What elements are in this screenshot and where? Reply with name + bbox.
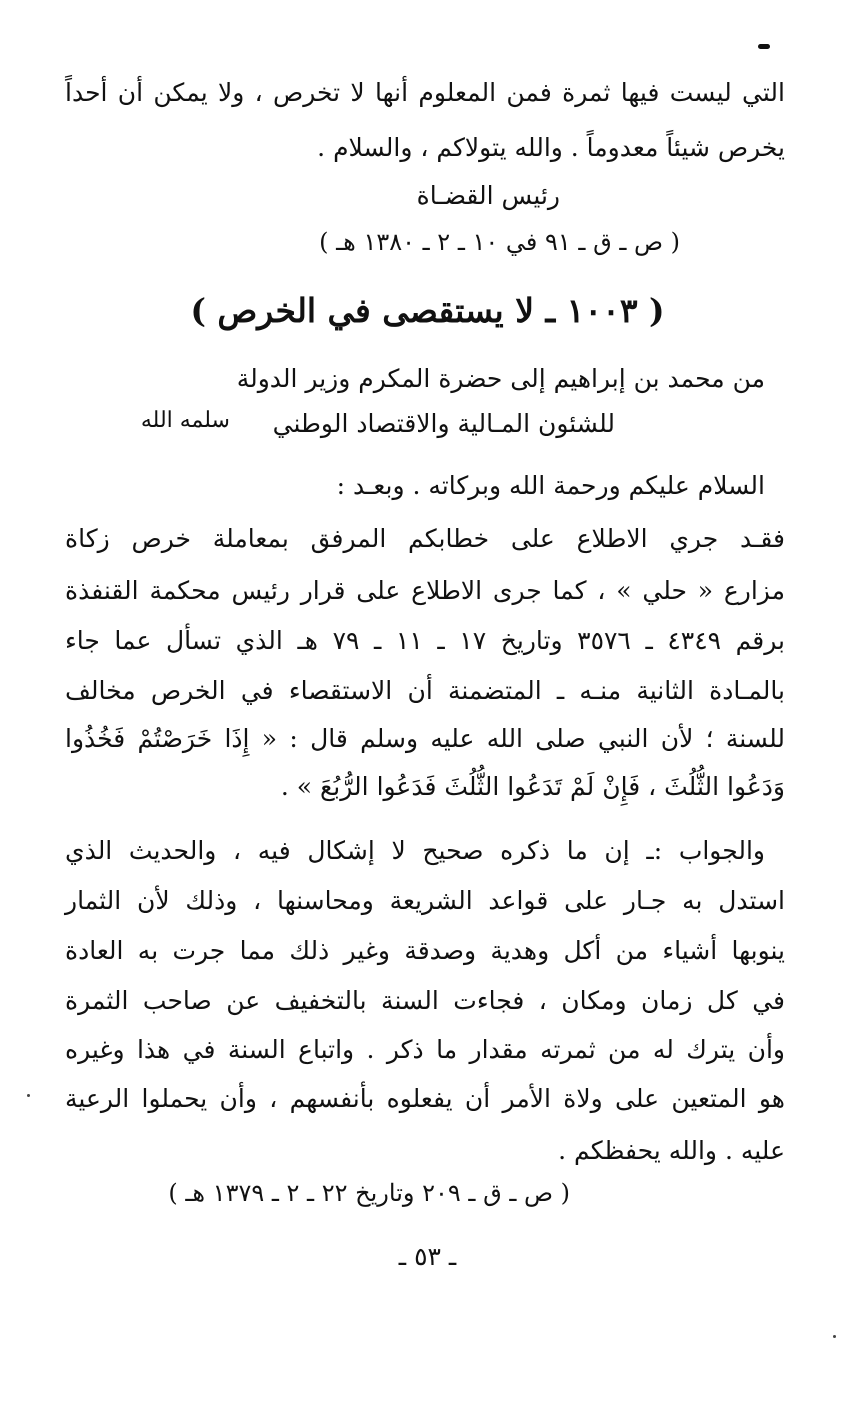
paragraph-1-line-6: وَدَعُوا الثُّلُثَ ، فَإِنْ لَمْ تَدَعُوا الثُّلُثَ فَدَعُوا الرُّبُعَ » . — [280, 772, 785, 801]
paragraph-2-line-2: استدل به جـار على قواعد الشريعة ومحاسنها ، وذلك لأن الثمار — [65, 886, 785, 915]
scan-speck — [833, 1335, 836, 1338]
section-heading: ( ١٠٠٣ ـ لا يستقصى في الخرص ) — [190, 291, 665, 330]
salutation-blessing: سلمه الله — [140, 408, 230, 433]
paragraph-1-line-2: مزارع « حلي » ، كما جرى الاطلاع على قرار رئيس محكمة القنفذة — [65, 576, 785, 605]
paragraph-2-line-6: هو المتعين على ولاة الأمر أن يفعلوه بأنفسهم ، وأن يحملوا الرعية — [65, 1084, 785, 1113]
paragraph-1-line-1: فقـد جري الاطلاع على خطابكم المرفق بمعاملة خرص زكاة — [65, 524, 785, 553]
address-line-1: من محمد بن إبراهيم إلى حضرة المكرم وزير الدولة — [236, 364, 765, 393]
paragraph-2-line-4: في كل زمان ومكان ، فجاءت السنة بالتخفيف عن صاحب الثمرة — [65, 986, 785, 1015]
paragraph-1-line-4: بالمـادة الثانية منـه ـ المتضمنة أن الاستقصاء في الخرص مخالف — [65, 676, 785, 705]
paragraph-2-line-1: والجواب :ـ إن ما ذكره صحيح لا إشكال فيه ، والحديث الذي — [65, 836, 765, 865]
top-paragraph-line-2: يخرص شيئاً معدوماً . والله يتولاكم ، والسلام . — [317, 133, 785, 162]
paragraph-2-line-7: عليه . والله يحفظكم . — [558, 1136, 785, 1165]
reference-citation-1: ( ص ـ ق ـ ٩١ في ١٠ ـ ٢ ـ ١٣٨٠ هـ ) — [319, 228, 680, 256]
paragraph-1-line-5: للسنة ؛ لأن النبي صلى الله عليه وسلم قال : « إِذَا خَرَصْتُمْ فَخُذُوا — [65, 724, 785, 753]
paragraph-2-line-3: ينوبها أشياء من أكل وهدية وصدقة وغير ذلك مما جرت به العادة — [65, 936, 785, 965]
paragraph-1-line-3: برقم ٤٣٤٩ ـ ٣٥٧٦ وتاريخ ١٧ ـ ١١ ـ ٧٩ هـ الذي تسأل عما جاء — [65, 626, 786, 655]
reference-citation-2: ( ص ـ ق ـ ٢٠٩ وتاريخ ٢٢ ـ ٢ ـ ١٣٧٩ هـ ) — [168, 1179, 570, 1207]
ink-mark — [758, 44, 770, 49]
signature-title: رئيس القضـاة — [416, 181, 560, 210]
top-paragraph-line-1: التي ليست فيها ثمرة فمن المعلوم أنها لا تخرص ، ولا يمكن أن أحداً — [65, 78, 785, 107]
paragraph-2-line-5: وأن يترك له من ثمرته مقدار ما ذكر . واتباع السنة في هذا وغيره — [65, 1035, 785, 1064]
greeting: السلام عليكم ورحمة الله وبركاته . وبعـد : — [336, 471, 765, 500]
page-number: ـ ٥٣ ـ — [398, 1242, 457, 1271]
address-line-2: للشئون المـالية والاقتصاد الوطني — [272, 409, 615, 438]
scan-speck — [27, 1094, 30, 1097]
